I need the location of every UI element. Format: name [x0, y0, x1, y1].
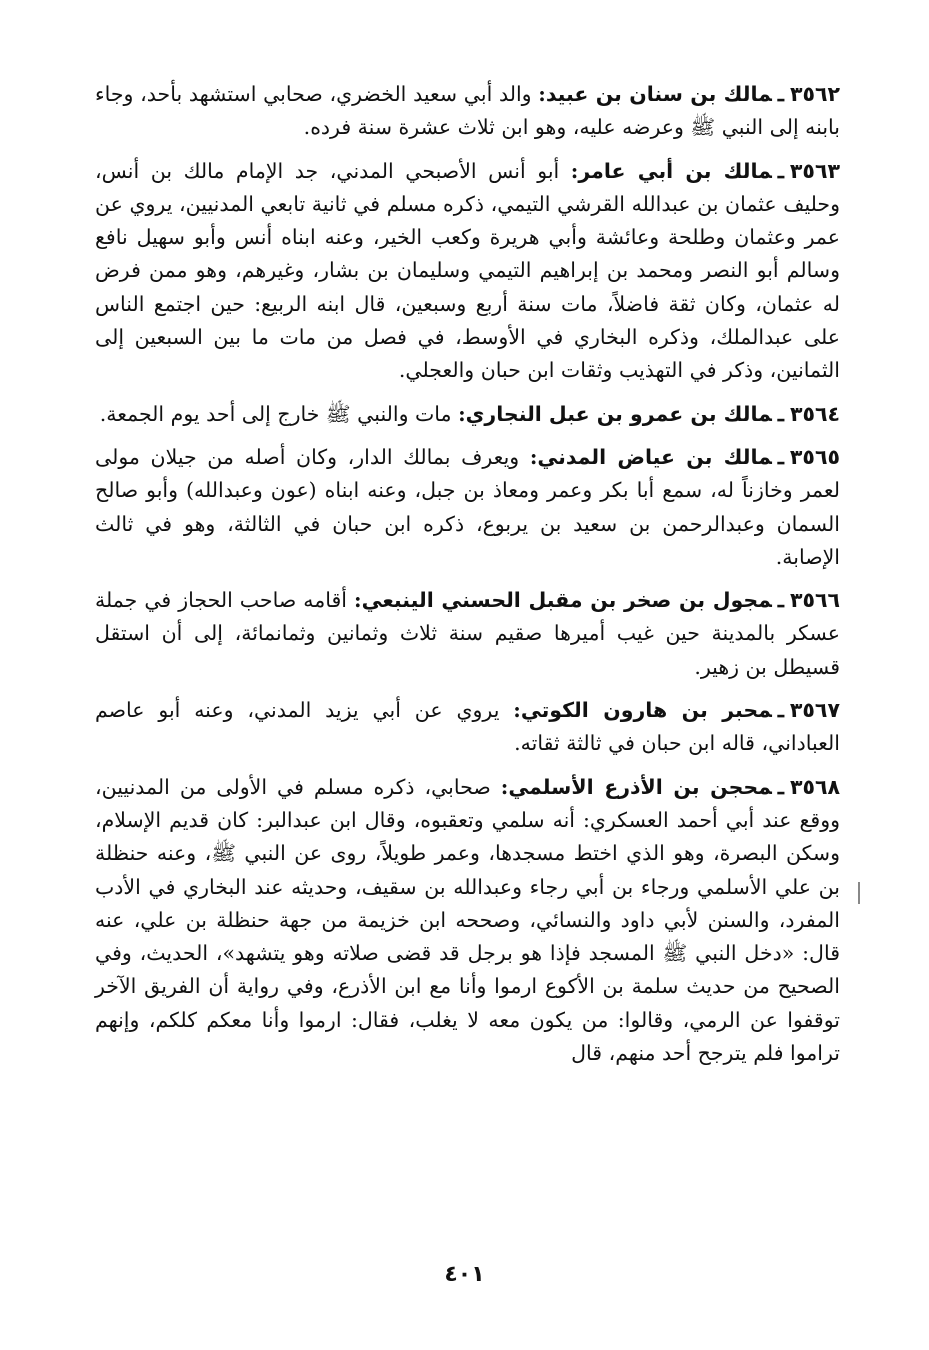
entry-name: مالك بن سنان بن عبيد — [545, 82, 772, 106]
entry-number: ٣٥٦٤ — [789, 401, 840, 426]
entry-colon: : — [538, 82, 546, 106]
entry-3564 — [95, 398, 840, 431]
entry-colon: : — [529, 444, 538, 469]
entry-separator: ـ — [777, 82, 784, 106]
entry-text: أقامه صاحب الحجاز في جملة عسكر بالمدينة حين غيب أميرها صقيم سنة ثلاث وثمانين وثمانمائة، إلى أن استقل قسيطل بن زهير. — [95, 588, 840, 679]
entry-separator: ـ — [777, 588, 784, 613]
entry-name: مجول بن صخر بن مقبل الحسني الينبعي — [361, 588, 772, 613]
entry-text: مات والنبي ﷺ خارج إلى أحد يوم الجمعة. — [99, 401, 452, 426]
entry-name: مالك بن عياض المدني — [537, 444, 772, 469]
entry-text: يروي عن أبي يزيد المدني، وعنه أبو عاصم العباداني، قاله ابن حبان في ثالثة ثقاته. — [95, 698, 840, 756]
entry-colon: : — [500, 774, 509, 799]
entry-separator: ـ — [777, 158, 784, 183]
entry-name: محبر بن هارون الكوتي — [520, 698, 772, 723]
entry-3567 — [95, 694, 840, 761]
margin-mark — [858, 882, 860, 904]
entry-colon: : — [354, 588, 362, 613]
entry-3566 — [95, 584, 840, 684]
page-body — [95, 78, 840, 1080]
entry-text: أبو أنس الأصبحي المدني، جد الإمام مالك بن أنس، وحليف عثمان بن عبدالله القرشي التيمي، ذكره مسلم في ثانية تابعي المدنيين، يروي عن عمر وعثمان وطلحة وعائشة وأبي هريرة وكعب الخير، وعنه ابناه أنس وأبو سهيل نافع وسالم أبو النصر ومحمد بن إبراهيم التيمي وسليمان بن بشار، وغيرهم، وهو ممن فرض له عثمان، وكان ثقة فاضلاً، مات سنة أربع وسبعين، قال ابنه الربيع: حين اجتمع الناس على عبدالملك، وذكره البخاري في الأوسط، في فصل من مات ما بين السبعين إلى الثمانين، وذكر في التهذيب وثقات ابن حبان والعجلي. — [95, 158, 840, 383]
entry-text: ويعرف بمالك الدار، وكان أصله من جيلان مولى لعمر وخازناً له، سمع أبا بكر وعمر ومعاذ بن جبل، وعنه ابناه (عون وعبدالله) وأبو صالح السمان وعبدالرحمن بن سعيد بن يربوع، ذكره ابن حبان في الثالثة، وهو في ثالث الإصابة. — [95, 444, 840, 569]
entry-text: صحابي، ذكره مسلم في الأولى من المدنيين، ووقع عند أبي أحمد العسكري: أنه سلمي وتعقبوه، وقال ابن عبدالبر: كان قديم الإسلام، وسكن البصرة، وهو الذي اختط مسجدها، وعمر طويلاً، روى عن النبي ﷺ، وعنه حنظلة بن علي الأسلمي ورجاء بن أبي رجاء وعبدالله بن سقيف، وحديثه عند البخاري في الأدب المفرد، والسنن لأبي داود والنسائي، وصححه ابن خزيمة من جهة حنظلة بن علي، عنه قال: «دخل النبي ﷺ المسجد فإذا هو برجل قد قضى صلاته وهو يتشهد»، الحديث، وفي الصحيح من حديث سلمة بن الأكوع ارموا وأنا مع ابن الأذرع، وفي رواية أن الفريق الآخر توقفوا عن الرمي، وقالوا: من يكون معه لا يغلب، فقال: ارموا وأنا معكم كلكم، وإنهم تراموا فلم يترجح أحد منهم، قال — [95, 774, 840, 1066]
entry-text: والد أبي سعيد الخضري، صحابي استشهد بأحد، وجاء بابنه إلى النبي ﷺ وعرضه عليه، وهو ابن ثلاث عشرة سنة فرده. — [95, 82, 840, 140]
entry-number: ٣٥٦٣ — [789, 158, 840, 183]
entry-name: مالك بن عمرو بن عبل النجاري — [465, 401, 772, 426]
entry-name: مالك بن أبي عامر — [578, 158, 772, 183]
entry-number: ٣٥٦٦ — [789, 588, 840, 613]
entry-separator: ـ — [777, 444, 784, 469]
entry-colon: : — [458, 401, 466, 426]
entry-name: محجن بن الأذرع الأسلمي — [508, 774, 772, 799]
entry-colon: : — [570, 158, 579, 183]
page-number: ٤٠١ — [444, 1262, 485, 1287]
entry-3565 — [95, 441, 840, 574]
entry-3568 — [95, 771, 840, 1071]
entry-number: ٣٥٦٢ — [789, 82, 840, 106]
entry-number: ٣٥٦٨ — [789, 774, 840, 799]
entry-colon: : — [513, 698, 521, 723]
entry-separator: ـ — [777, 698, 784, 723]
entry-separator: ـ — [777, 401, 784, 426]
entry-number: ٣٥٦٥ — [789, 444, 840, 469]
entry-3563 — [95, 155, 840, 388]
entry-number: ٣٥٦٧ — [789, 698, 840, 723]
entry-separator: ـ — [777, 774, 784, 799]
entry-3562 — [95, 78, 840, 145]
